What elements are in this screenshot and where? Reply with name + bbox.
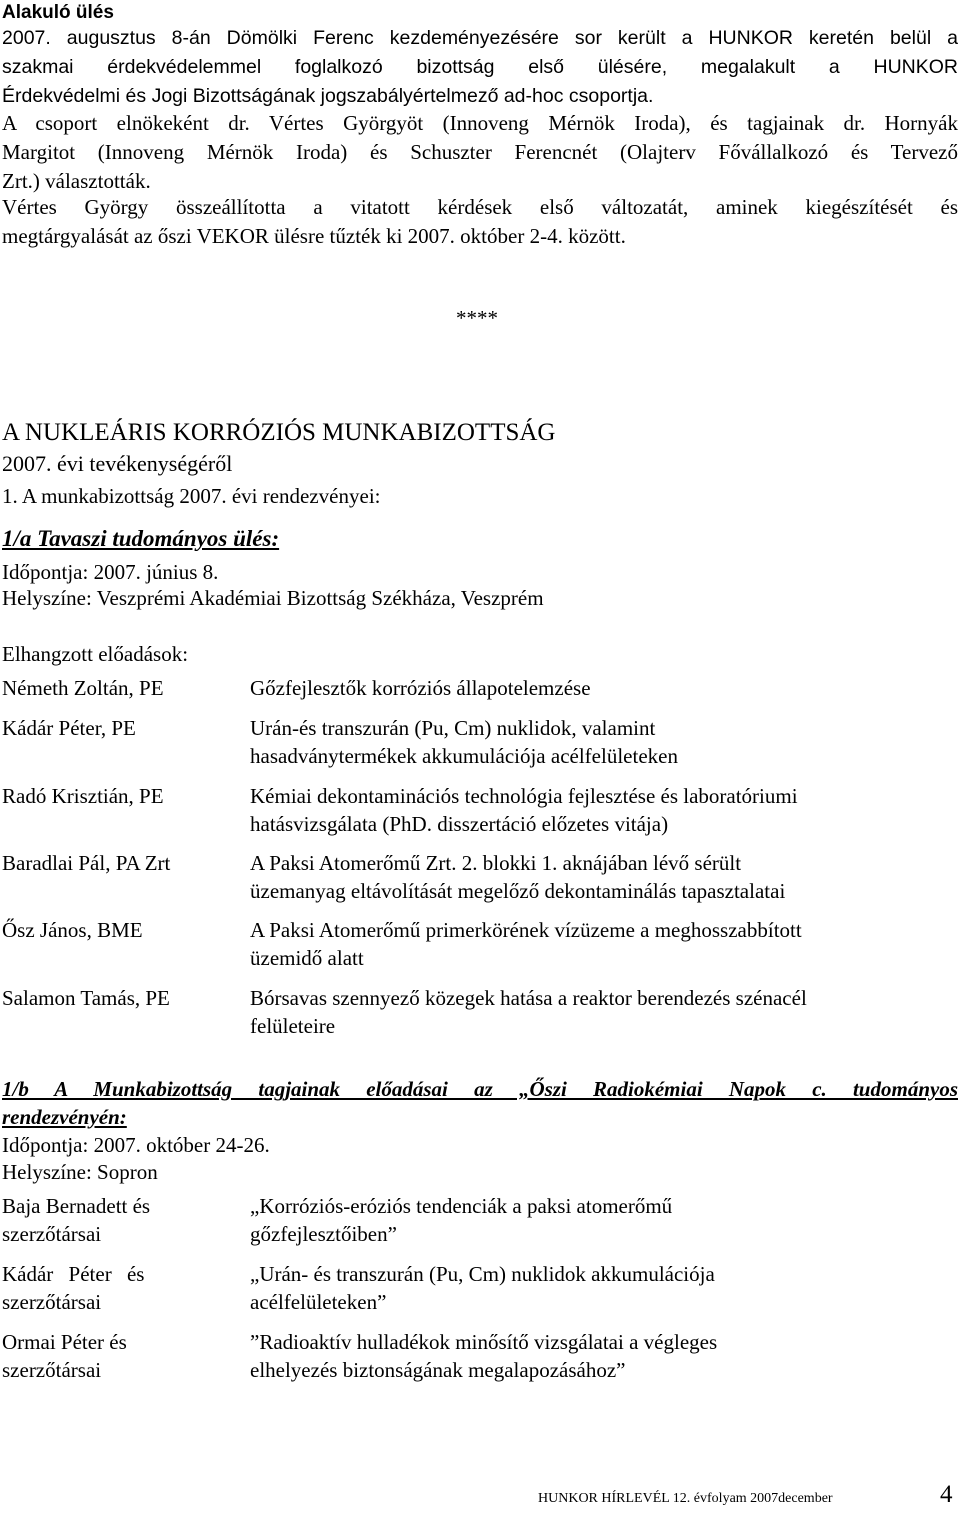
talk-title: „Urán- és transzurán (Pu, Cm) nuklidok akkumulációja	[250, 1262, 715, 1286]
paragraph-line: szakmai érdekvédelemmel foglalkozó bizottság első ülésére, megalakult a HUNKOR	[2, 56, 958, 78]
talk-speaker: szerzőtársai	[2, 1222, 102, 1246]
paragraph-line: A csoport elnökeként dr. Vértes Györgyöt (Innoveng Mérnök Iroda), és tagjainak dr. Hornyák	[2, 111, 958, 135]
event-b-heading: rendezvényén:	[2, 1105, 127, 1129]
talk-title: A Paksi Atomerőmű Zrt. 2. blokki 1. aknájában lévő sérült	[250, 851, 742, 875]
talks-heading: Elhangzott előadások:	[2, 642, 189, 666]
event-b-date: Időpontja: 2007. október 24-26.	[2, 1133, 270, 1157]
talk-speaker: szerzőtársai	[2, 1290, 102, 1314]
talk-speaker: Ormai Péter és	[2, 1330, 127, 1354]
talk-title: üzemanyag eltávolítását megelőző dekontaminálás tapasztalatai	[250, 879, 786, 903]
section-heading: A NUKLEÁRIS KORRÓZIÓS MUNKABIZOTTSÁG	[2, 419, 556, 446]
talk-title: hatásvizsgálata (PhD. disszertáció előzetes vitája)	[250, 812, 669, 836]
event-a-heading: 1/a Tavaszi tudományos ülés:	[2, 526, 280, 551]
events-heading: 1. A munkabizottság 2007. évi rendezvényei:	[2, 484, 381, 508]
event-a-venue: Helyszíne: Veszprémi Akadémiai Bizottság Székháza, Veszprém	[2, 586, 544, 610]
talk-title: Gőzfejlesztők korróziós állapotelemzése	[250, 676, 591, 700]
talk-title: „Korróziós-eróziós tendenciák a paksi atomerőmű	[250, 1194, 673, 1218]
talk-title: hasadványtermékek akkumulációja acélfelületeken	[250, 744, 678, 768]
talk-title: üzemidő alatt	[250, 946, 364, 970]
talk-speaker: Baradlai Pál, PA Zrt	[2, 851, 171, 875]
talk-speaker: Baja Bernadett és	[2, 1194, 151, 1218]
talk-title: gőzfejlesztőiben”	[250, 1222, 397, 1246]
section-title: Alakuló ülés	[2, 2, 114, 23]
section-subheading: 2007. évi tevékenységéről	[2, 451, 233, 476]
event-b-venue: Helyszíne: Sopron	[2, 1160, 158, 1184]
event-b-heading: 1/b A Munkabizottság tagjainak előadásai az „Őszi Radiokémiai Napok c. tudományos	[2, 1077, 958, 1101]
page-number: 4	[940, 1481, 953, 1508]
talk-speaker: Salamon Tamás, PE	[2, 986, 170, 1010]
talk-title: Kémiai dekontaminációs technológia fejlesztése és laboratóriumi	[250, 784, 798, 808]
talk-title: felületeire	[250, 1014, 336, 1038]
paragraph-line: Vértes György összeállította a vitatott kérdések első változatát, aminek kiegészítését és	[2, 195, 958, 219]
talk-speaker: Radó Krisztián, PE	[2, 784, 164, 808]
talk-speaker: szerzőtársai	[2, 1358, 102, 1382]
talk-speaker: Kádár Péter és	[2, 1262, 145, 1286]
talk-title: elhelyezés biztonságának megalapozásához”	[250, 1358, 626, 1382]
talk-title: Bórsavas szennyező közegek hatása a reaktor berendezés szénacél	[250, 986, 807, 1010]
event-a-date: Időpontja: 2007. június 8.	[2, 560, 219, 584]
talk-speaker: Kádár Péter, PE	[2, 716, 136, 740]
paragraph-line: 2007. augusztus 8-án Dömölki Ferenc kezdeményezésére sor került a HUNKOR keretén belül a	[2, 27, 958, 49]
talk-speaker: Ősz János, BME	[2, 918, 143, 942]
talk-title: acélfelületeken”	[250, 1290, 387, 1314]
footer-text: HUNKOR HÍRLEVÉL 12. évfolyam 2007december	[538, 1491, 833, 1506]
separator: ****	[456, 306, 498, 330]
talk-title: Urán-és transzurán (Pu, Cm) nuklidok, valamint	[250, 716, 656, 740]
talk-title: A Paksi Atomerőmű primerkörének vízüzeme a meghosszabbított	[250, 918, 802, 942]
paragraph-line: megtárgyalását az őszi VEKOR ülésre tűzték ki 2007. október 2-4. között.	[2, 224, 626, 248]
paragraph-line: Érdekvédelmi és Jogi Bizottságának jogszabályértelmező ad-hoc csoportja.	[2, 85, 654, 107]
paragraph-line: Margitot (Innoveng Mérnök Iroda) és Schuszter Ferencnét (Olajterv Fővállalkozó és Tervező	[2, 140, 958, 164]
talk-speaker: Németh Zoltán, PE	[2, 676, 164, 700]
paragraph-line: Zrt.) választották.	[2, 169, 151, 193]
talk-title: ”Radioaktív hulladékok minősítő vizsgálatai a végleges	[250, 1330, 718, 1354]
